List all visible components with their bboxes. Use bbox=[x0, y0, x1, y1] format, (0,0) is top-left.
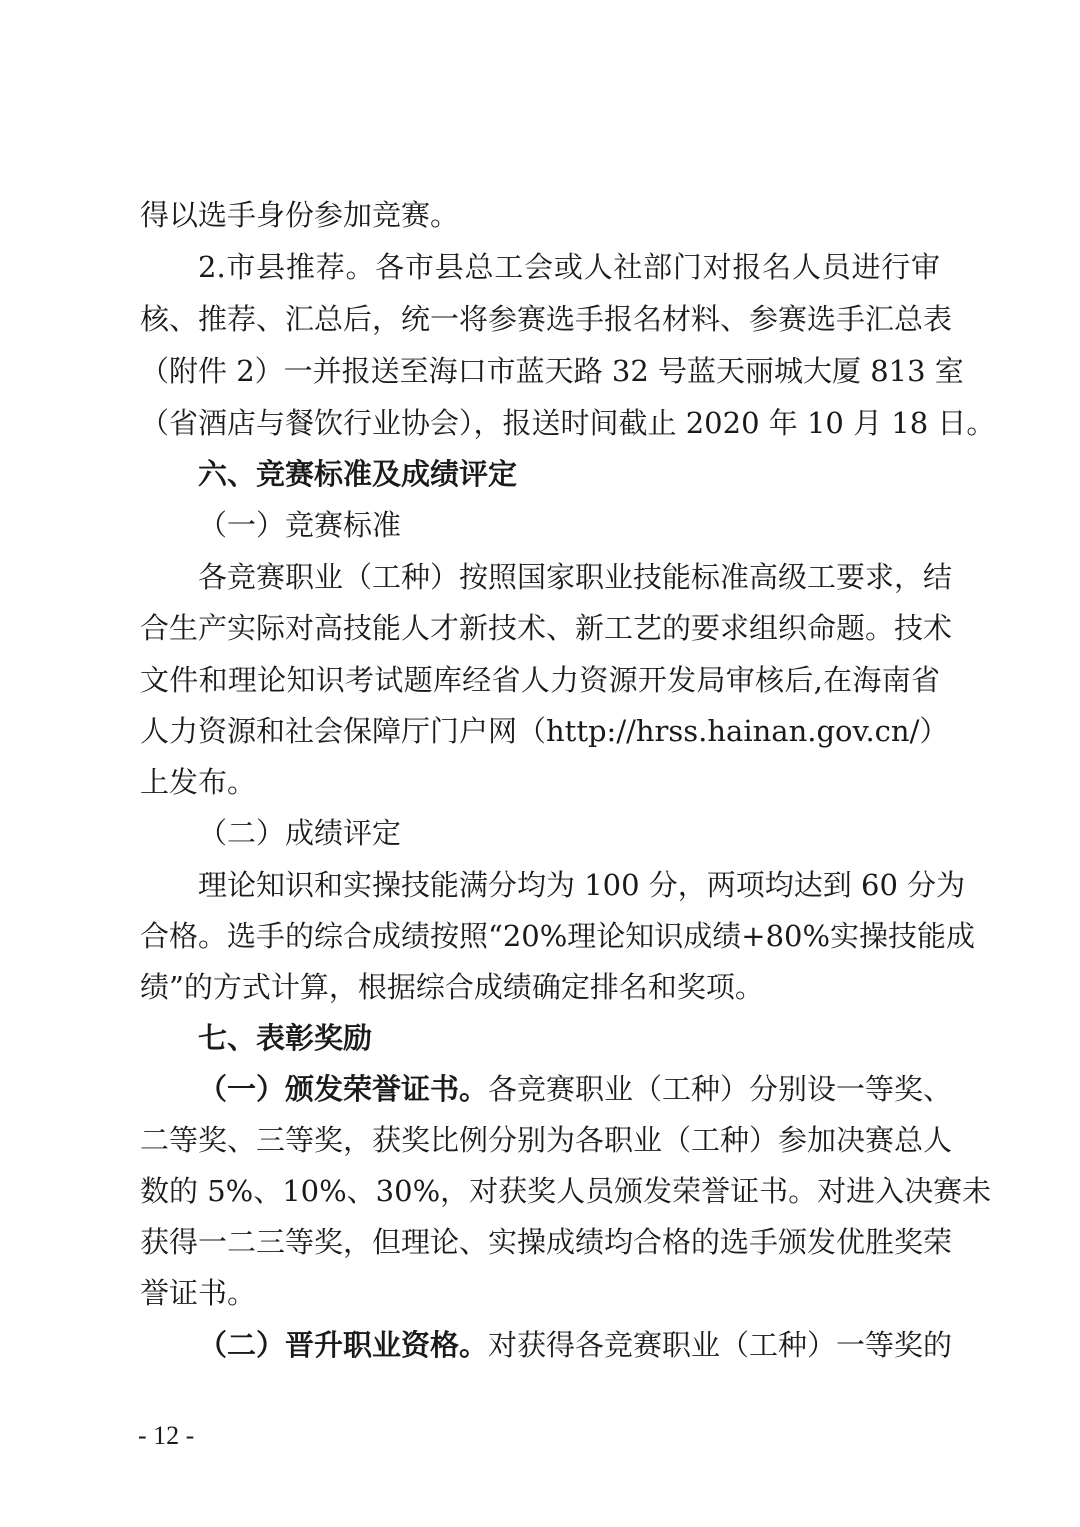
paragraph-line: （附件 2）一并报送至海口市蓝天路 32 号蓝天丽城大厦 813 室 bbox=[140, 354, 964, 388]
page-number: - 12 - bbox=[138, 1421, 195, 1450]
paragraph-line: 誉证书。 bbox=[140, 1276, 257, 1310]
inline-text: 对获得各竞赛职业（工种）一等奖的 bbox=[488, 1328, 953, 1362]
paragraph-line: 各竞赛职业（工种）按照国家职业技能标准高级工要求，结 bbox=[198, 560, 953, 594]
section-heading-6: 六、竞赛标准及成绩评定 bbox=[198, 457, 518, 491]
subsection-heading: （一）竞赛标准 bbox=[198, 508, 402, 542]
paragraph-line bbox=[198, 1325, 953, 1365]
inline-text: 各竞赛职业（工种）分别设一等奖、 bbox=[488, 1072, 953, 1106]
paragraph-line: （省酒店与餐饮行业协会），报送时间截止 2020 年 10 月 18 日。 bbox=[140, 406, 996, 440]
inline-bold-heading: （二）晋升职业资格。 bbox=[198, 1328, 489, 1362]
section-heading-7: 七、表彰奖励 bbox=[198, 1021, 373, 1055]
paragraph-line: 数的 5%、10%、30%，对获奖人员颁发荣誉证书。对进入决赛未 bbox=[140, 1174, 992, 1208]
paragraph-line: 文件和理论知识考试题库经省人力资源开发局审核后,在海南省 bbox=[140, 663, 940, 697]
inline-bold-heading: （一）颁发荣誉证书。 bbox=[198, 1072, 489, 1106]
paragraph-line: 获得一二三等奖，但理论、实操成绩均合格的选手颁发优胜奖荣 bbox=[140, 1225, 953, 1259]
paragraph-line: 绩”的方式计算，根据综合成绩确定排名和奖项。 bbox=[140, 970, 764, 1004]
paragraph-line: 合生产实际对高技能人才新技术、新工艺的要求组织命题。技术 bbox=[140, 611, 953, 645]
paragraph-line: 人力资源和社会保障厅门户网（http://hrss.hainan.gov.cn/） bbox=[140, 714, 949, 748]
paragraph-line: 上发布。 bbox=[140, 765, 257, 799]
paragraph-line: 理论知识和实操技能满分均为 100 分，两项均达到 60 分为 bbox=[198, 868, 966, 902]
paragraph-line: 合格。选手的综合成绩按照“20%理论知识成绩+80%实操技能成 bbox=[140, 919, 976, 953]
subsection-heading: （二）成绩评定 bbox=[198, 816, 402, 850]
paragraph-line bbox=[198, 1069, 953, 1109]
paragraph-line: 得以选手身份参加竞赛。 bbox=[140, 198, 460, 232]
paragraph-line: 二等奖、三等奖，获奖比例分别为各职业（工种）参加决赛总人 bbox=[140, 1123, 953, 1157]
paragraph-line: 2.市县推荐。各市县总工会或人社部门对报名人员进行审 bbox=[198, 250, 940, 284]
paragraph-line: 核、推荐、汇总后，统一将参赛选手报名材料、参赛选手汇总表 bbox=[140, 302, 953, 336]
